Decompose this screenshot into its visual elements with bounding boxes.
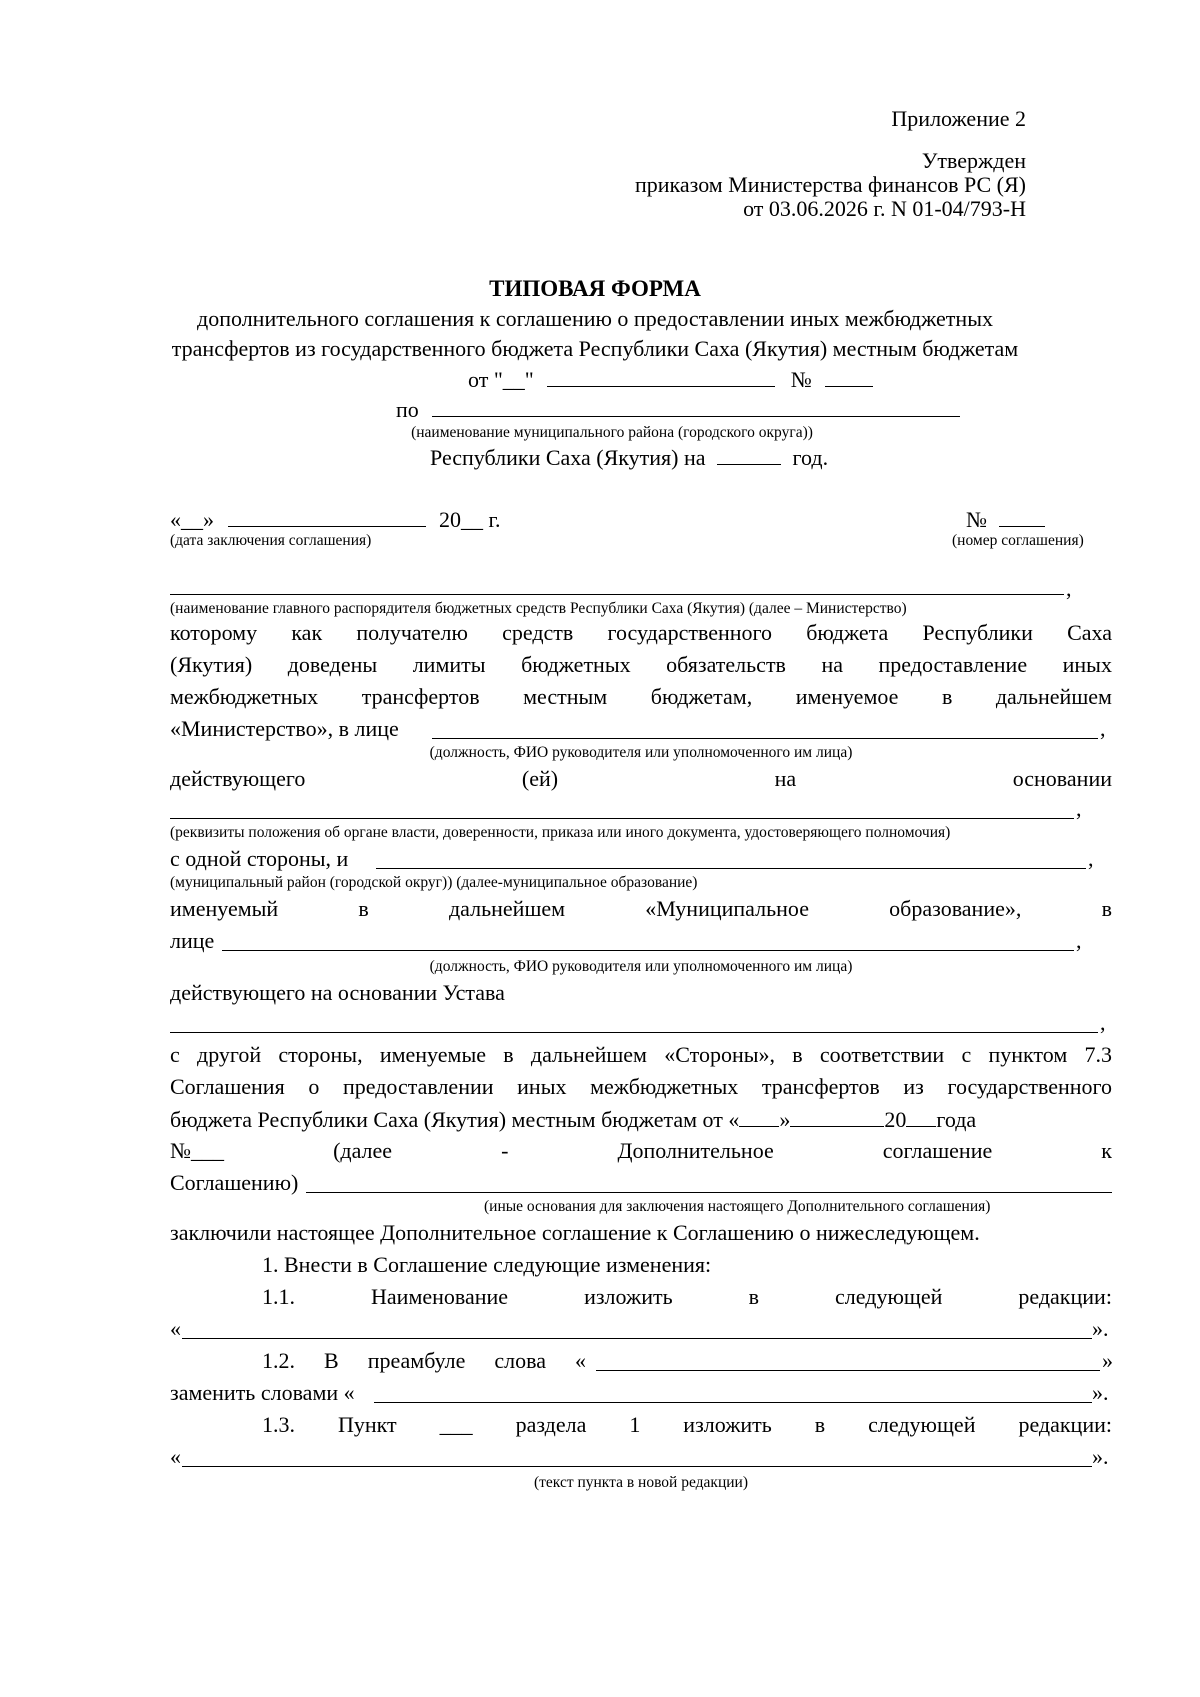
comma-6: , xyxy=(1100,1010,1106,1035)
p1-line-2: (Якутия) доведены лимиты бюджетных обязательств на предоставление иных xyxy=(170,652,1112,677)
day-blank-2 xyxy=(739,1106,779,1127)
republic-prefix: Республики Саха (Якутия) на xyxy=(430,445,706,470)
item-1-2-blank xyxy=(596,1370,1100,1371)
item-1-3: 1.3. Пункт ___ раздела 1 изложить в следующей редакции: xyxy=(262,1412,1112,1437)
replace-blank xyxy=(374,1402,1092,1403)
p2-line-3: бюджета Республики Саха (Якутия) местным бюджетам от « » 20 года xyxy=(170,1107,977,1132)
concluded-line: заключили настоящее Дополнительное соглашение к Соглашению о нижеследующем. xyxy=(170,1220,980,1245)
other-grounds-caption: (иные основания для заключения настоящего Дополнительного соглашения) xyxy=(484,1198,991,1215)
number-caption: (номер соглашения) xyxy=(952,532,1084,549)
item-1: 1. Внести в Соглашение следующие изменения: xyxy=(262,1252,712,1277)
requisites-caption: (реквизиты положения об органе власти, доверенности, приказа или иного документа, удостоверяющего полномочия) xyxy=(170,824,951,841)
position-caption-2: (должность, ФИО руководителя или уполномоченного им лица) xyxy=(429,958,853,975)
item-1-1-quote-close: ». xyxy=(1092,1316,1109,1341)
po-label: по xyxy=(396,397,419,422)
item-1-1-quote-open: « xyxy=(170,1316,181,1341)
new-text-caption: (текст пункта в новой редакции) xyxy=(533,1474,748,1491)
replace-words: заменить словами « xyxy=(170,1380,355,1405)
order-line: приказом Министерства финансов РС (Я) xyxy=(635,172,1026,197)
year-suffix: год. xyxy=(792,445,829,470)
form-title: ТИПОВАЯ ФОРМА xyxy=(489,276,701,301)
comma-1: , xyxy=(1066,576,1072,601)
acting-line: действующего (ей) на основании xyxy=(170,766,1112,791)
charter-blank xyxy=(170,1032,1098,1033)
p2-line-5: Соглашению) xyxy=(170,1170,299,1195)
named-line: именуемый в дальнейшем «Муниципальное образование», в xyxy=(170,896,1112,921)
month-blank-2 xyxy=(790,1106,884,1127)
ot-label: от "__" xyxy=(468,367,534,392)
main-manager-blank xyxy=(170,594,1064,595)
requisites-blank xyxy=(170,818,1074,819)
comma-5: , xyxy=(1076,928,1082,953)
p2-line-2: Соглашения о предоставлении иных межбюджетных трансфертов из государственного xyxy=(170,1074,1112,1099)
item-1-3-blank xyxy=(182,1466,1092,1467)
approved-label: Утвержден xyxy=(921,148,1026,173)
form-subtitle-1: дополнительного соглашения к соглашению о предоставлении иных межбюджетных xyxy=(197,306,993,331)
item-1-1-blank xyxy=(182,1338,1092,1339)
position-blank-2 xyxy=(222,950,1074,951)
one-side-label: с одной стороны, и xyxy=(170,846,349,871)
municipality-caption: (наименование муниципального района (городского округа)) xyxy=(411,424,813,441)
title-date-line xyxy=(468,366,873,393)
form-subtitle-2: трансфертов из государственного бюджета Республики Саха (Якутия) местным бюджетам xyxy=(171,336,1019,361)
month-blank xyxy=(228,506,426,527)
appendix-label: Приложение 2 xyxy=(891,106,1026,131)
item-1-3-quote-open: « xyxy=(170,1444,181,1469)
number-sign-2: № xyxy=(966,507,987,532)
agreement-date-line xyxy=(170,506,501,533)
position-blank-1 xyxy=(432,738,1098,739)
person-word: лице xyxy=(170,928,215,953)
item-1-2-quote-close: » xyxy=(1102,1348,1113,1373)
item-1-1: 1.1. Наименование изложить в следующей редакции: xyxy=(262,1284,1112,1309)
p1-line-4: «Министерство», в лице xyxy=(170,716,399,741)
municipal-caption: (муниципальный район (городской округ)) (далее-муниципальное образование) xyxy=(170,874,698,891)
item-1-3-quote-close: ». xyxy=(1092,1444,1109,1469)
p1-line-1: которому как получателю средств государственного бюджета Республики Саха xyxy=(170,620,1112,645)
position-caption-1: (должность, ФИО руководителя или уполномоченного им лица) xyxy=(429,744,853,761)
item-1-2: 1.2. В преамбуле слова « xyxy=(262,1348,586,1373)
year-blank xyxy=(717,444,781,465)
acting-charter: действующего на основании Устава xyxy=(170,980,505,1005)
other-grounds-blank xyxy=(306,1192,1112,1193)
agreement-number-line xyxy=(966,506,1045,533)
order-date: от 03.06.2026 г. N 01-04/793-Н xyxy=(743,196,1026,221)
day-quote: «__» xyxy=(170,507,214,532)
p2-line-1: с другой стороны, именуемые в дальнейшем «Стороны», в соответствии с пунктом 7.3 xyxy=(170,1042,1112,1067)
agreement-number-blank xyxy=(999,506,1045,527)
date-caption: (дата заключения соглашения) xyxy=(170,532,372,549)
comma-2: , xyxy=(1100,716,1106,741)
p1-line-3: межбюджетных трансфертов местным бюджетам, именуемое в дальнейшем xyxy=(170,684,1112,709)
republic-year-line xyxy=(430,444,828,471)
year-label: 20__ г. xyxy=(439,507,501,532)
p2-line-4: №___ (далее - Дополнительное соглашение к xyxy=(170,1138,1112,1163)
municipality-blank xyxy=(432,396,960,417)
comma-3: , xyxy=(1076,796,1082,821)
number-sign: № xyxy=(790,367,812,392)
number-blank xyxy=(825,366,873,387)
comma-4: , xyxy=(1088,846,1094,871)
municipal-blank xyxy=(376,868,1086,869)
replace-quote-close: ». xyxy=(1092,1380,1109,1405)
date-blank xyxy=(547,366,775,387)
main-manager-caption: (наименование главного распорядителя бюджетных средств Республики Саха (Якутия) (далее – Министерство) xyxy=(170,600,907,617)
year-blank-2 xyxy=(906,1106,936,1127)
po-line xyxy=(396,396,960,423)
